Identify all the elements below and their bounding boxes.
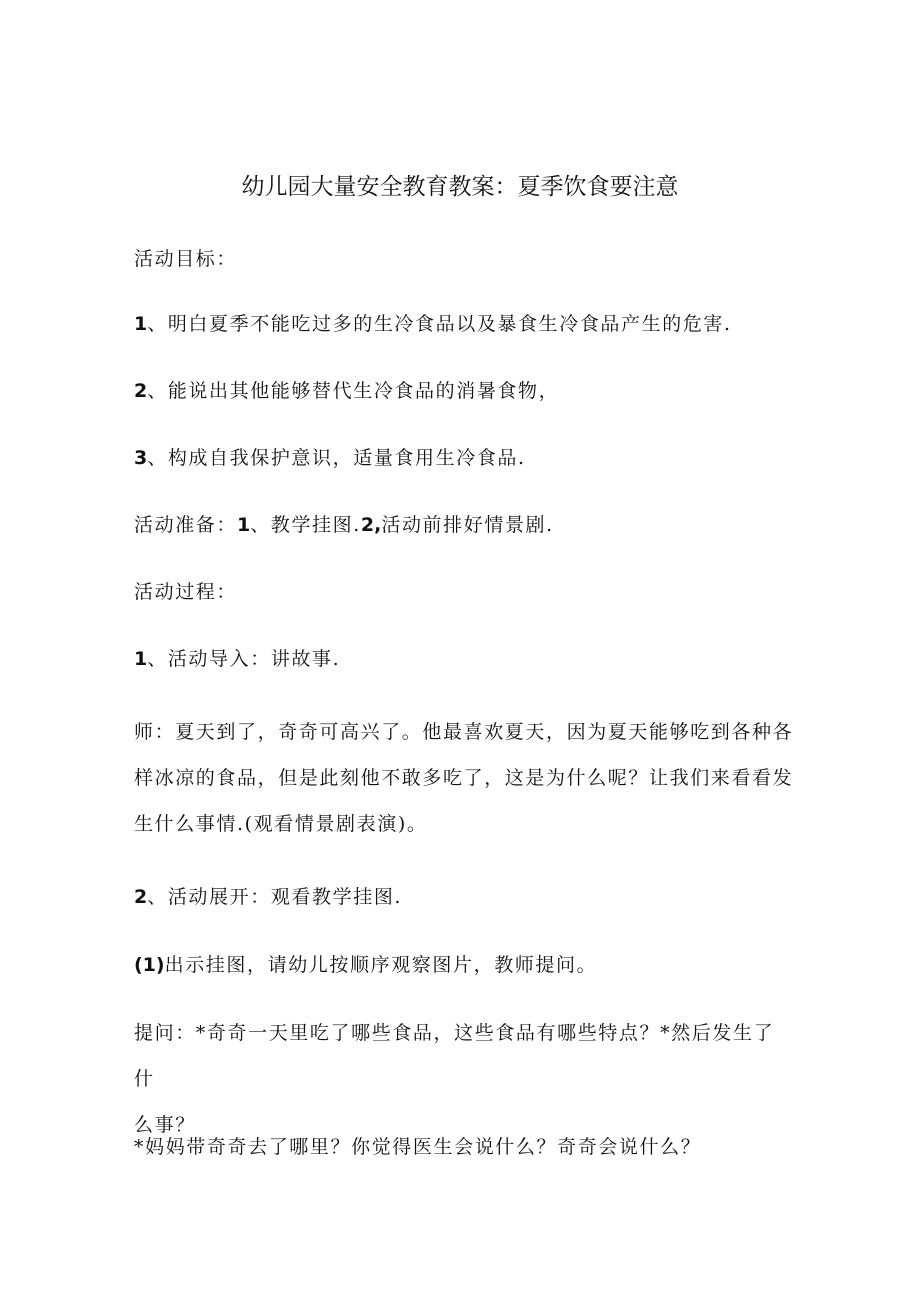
preparation-number-1: 1 (237, 514, 251, 536)
goal-item-2 (134, 368, 794, 414)
document-title: 幼儿园大量安全教育教案：夏季饮食要注意 (241, 174, 679, 200)
preparation-item-2: 活动前排好情景剧. (381, 514, 554, 536)
preparation-number-2: 2, (360, 514, 382, 536)
question-line: 么事？ (134, 1114, 196, 1136)
process-heading: 活动过程： (134, 581, 238, 603)
step-text: 、活动导入：讲故事. (147, 648, 341, 670)
preparation-line (134, 502, 794, 548)
goal-text: 、能说出其他能够替代生冷食品的消暑食物， (147, 380, 560, 402)
goal-item-1 (134, 301, 794, 347)
goal-text: 、构成自我保护意识，适量食用生冷食品. (147, 447, 526, 469)
goal-item-3 (134, 435, 794, 481)
step-number: 2 (134, 886, 148, 908)
goal-number: 3 (134, 447, 148, 469)
sub-step-text: 出示挂图，请幼儿按顺序观察图片，教师提问。 (164, 954, 598, 976)
goal-number: 2 (134, 380, 148, 402)
preparation-item-1: 、教学挂图. (250, 514, 361, 536)
teacher-paragraph (134, 709, 794, 847)
teacher-line: 生什么事情.(观看情景剧表演)。 (134, 813, 428, 835)
question-paragraph-2: *妈妈带奇奇去了哪里？你觉得医生会说什么？奇奇会说什么？ (134, 1136, 702, 1158)
question-line: 提问：*奇奇一天里吃了哪些食品，这些食品有哪些特点？*然后发生了什 (134, 1022, 775, 1090)
goal-number: 1 (134, 313, 148, 335)
goal-text: 、明白夏季不能吃过多的生冷食品以及暴食生冷食品产生的危害. (147, 313, 732, 335)
teacher-line: 师：夏天到了，奇奇可高兴了。他最喜欢夏天，因为夏天能够吃到各种各 (134, 721, 794, 743)
step-number: 1 (134, 648, 148, 670)
preparation-label: 活动准备： (134, 514, 238, 536)
goals-heading: 活动目标： (134, 248, 238, 270)
teacher-line: 样冰凉的食品，但是此刻他不敢多吃了，这是为什么呢？让我们来看看发 (134, 767, 794, 789)
sub-step-number: (1) (134, 954, 165, 976)
sub-step-1 (134, 942, 794, 988)
step-text: 、活动展开：观看教学挂图. (147, 886, 403, 908)
step-2 (134, 874, 794, 920)
step-1 (134, 636, 794, 682)
